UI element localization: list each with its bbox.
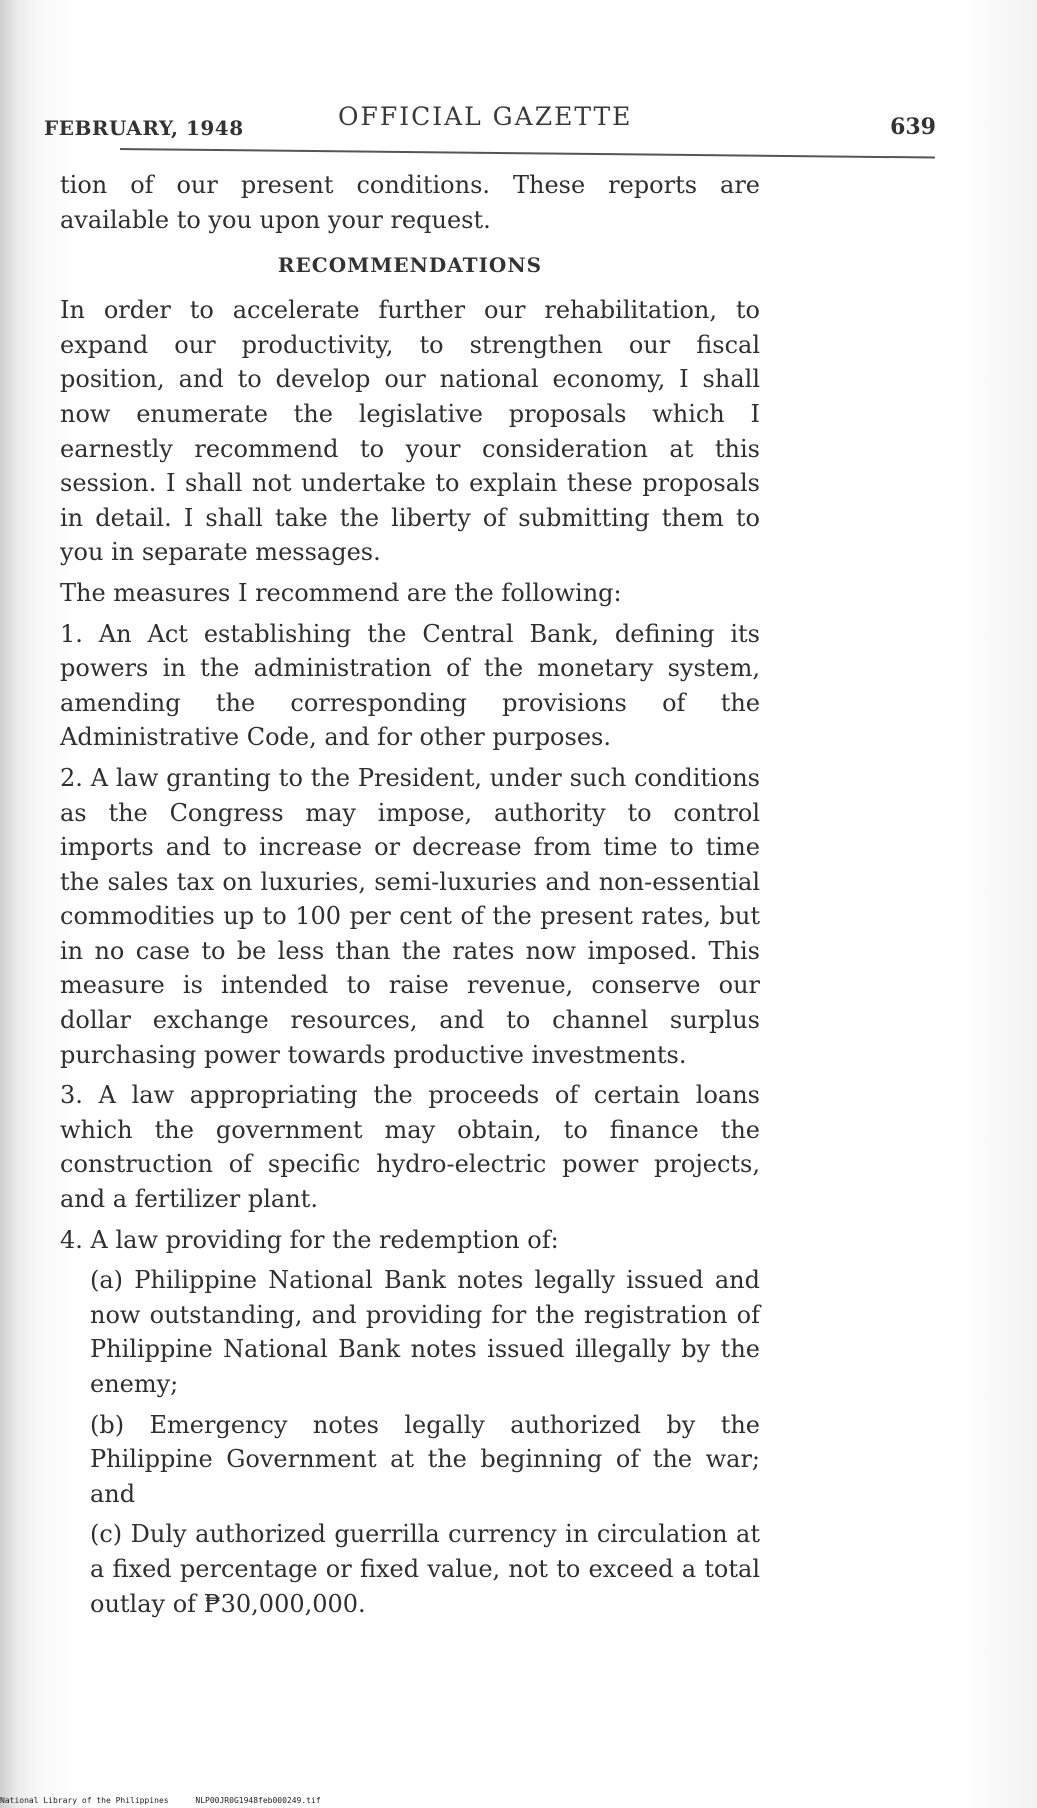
measure-item-4: 4. A law providing for the redemption of: (60, 1225, 559, 1254)
measure-item-2: 2. A law granting to the President, under such conditions as the Congress may impose, authority to control imports and to increase or decrease from time to time the sales tax on luxuries, semi-luxuries and non-essential commodities up to 100 per cent of the present rates, but in no case to be less than the rates now imposed. This measure is intended to raise revenue, conserve our dollar exchange resources, and to channel surplus purchasing power towards productive investments. (60, 763, 760, 1069)
opening-paragraph: tion of our present conditions. These reports are available to you upon your request. (60, 171, 760, 234)
intro-paragraph: In order to accelerate further our rehabilitation, to expand our productivity, to strengthen our fiscal position, and to develop our national economy, I shall now enumerate the legislative proposals which I earnestly recommend to your consideration at this session. I shall not undertake to explain these proposals in detail. I shall take the liberty of submitting them to you in separate messages. (60, 296, 760, 567)
measures-intro: The measures I recommend are the following: (60, 578, 622, 607)
measure-item-4c: (c) Duly authorized guerrilla currency in circulation at a fixed percentage or fixed value, not to exceed a total outlay of ₱30,000,000. (90, 1520, 760, 1618)
page-header (44, 96, 936, 146)
page-number: 639 (890, 114, 936, 140)
measure-item-1: 1. An Act establishing the Central Bank, defining its powers in the administration of the monetary system, amending the corresponding provisions of the Administrative Code, and for other purposes. (60, 619, 760, 752)
section-heading: RECOMMENDATIONS (277, 253, 543, 278)
header-date: FEBRUARY, 1948 (44, 116, 244, 140)
footer-file-id: NLP00JR0G1948feb000249.tif (195, 1796, 321, 1805)
measure-item-3: 3. A law appropriating the proceeds of certain loans which the government may obtain, to finance the construction of specific hydro-electric power projects, and a fertilizer plant. (60, 1081, 760, 1214)
page-body (60, 168, 760, 1621)
footer-library: National Library of the Philippines (0, 1796, 169, 1805)
measure-item-4a: (a) Philippine National Bank notes legally issued and now outstanding, and providing for the registration of Philippine National Bank notes issued illegally by the enemy; (90, 1266, 760, 1398)
measure-item-4b: (b) Emergency notes legally authorized by the Philippine Government at the beginning of the war; and (90, 1410, 760, 1508)
scan-footer (0, 1796, 1037, 1808)
header-rule (120, 148, 935, 159)
header-title: OFFICIAL GAZETTE (338, 102, 633, 131)
